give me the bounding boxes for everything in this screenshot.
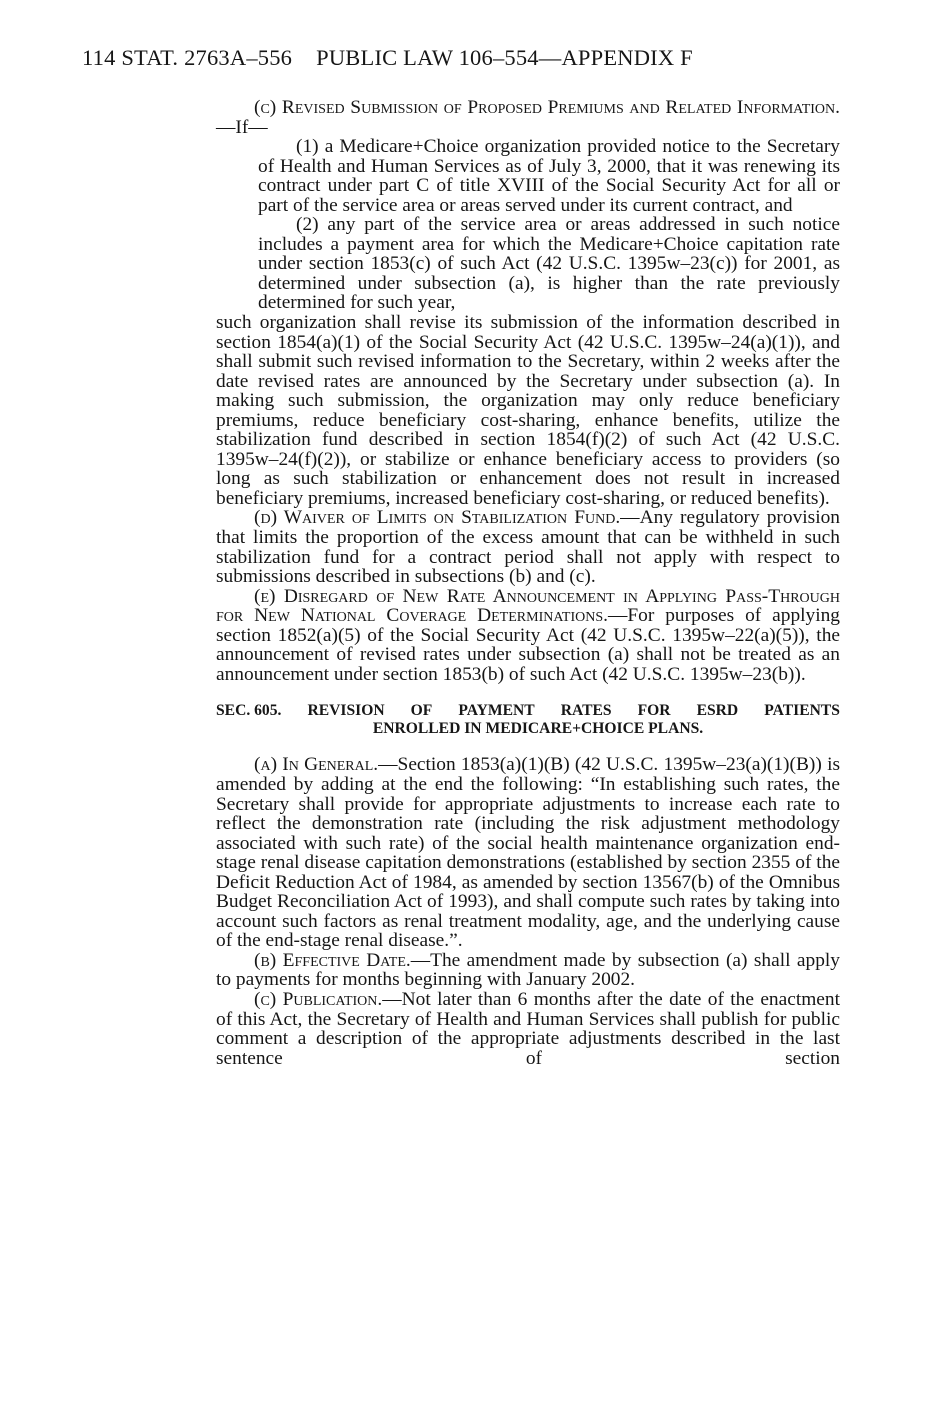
subsection-c-title: (c) Revised Submission of Proposed Premiums and Related Information.	[254, 97, 840, 118]
statute-citation: 114 STAT. 2763A–556	[82, 45, 293, 70]
subsection-c-tail: such organization shall revise its submission of the information described in section 1854(a)(1) of the Social Security Act (42 U.S.C. 1395w–24(a)(1)), and shall submit such revised information to the Secretary, within 2 weeks after the date revised rates are announced by the Secretary under subsection (a). In making such submission, the organization may only reduce beneficiary premiums, reduce beneficiary cost-sharing, enhance benefits, utilize the stabilization fund described in section 1854(f)(2) of such Act (42 U.S.C. 1395w–24(f)(2)), or stabilize or enhance beneficiary access to providers (so long as such stabilization or enhancement does not result in increased beneficiary premiums, increased beneficiary cost-sharing, or reduced benefits).	[216, 312, 840, 509]
section-word: ESRD	[696, 702, 739, 720]
section-subsection-a-text: —Section 1853(a)(1)(B) (42 U.S.C. 1395w–23(a)(1)(B)) is amended by adding at the end the following: “In establishing such rates, the Secretary shall provide for appropriate adjustments to increase each rate to reflect the demonstration rate (including the risk adjustment methodology associated with such rate) of the social health maintenance organization end-stage renal disease capitation demonstrations (established by section 2355 of the Deficit Reduction Act of 1984, as amended by section 13567(b) of the Omnibus Budget Reconciliation Act of 1993), and shall compute such rates by taking into account such factors as renal treatment modality, age, and the underlying cause of the end-stage renal disease.”.	[216, 754, 840, 952]
subsection-e-text: —For purposes of applying section 1852(a)(5) of the Social Security Act (42 U.S.C. 1395w–22(a)(5)), the announcement of revised rates under subsection (a) shall not be treated as an announcement under section 1853(b) of such Act (42 U.S.C. 1395w–23(b)).	[216, 605, 840, 685]
section-subsection-b	[216, 951, 840, 990]
section-heading-line-2: ENROLLED IN MEDICARE+CHOICE PLANS.	[372, 720, 704, 738]
section-word: RATES	[560, 702, 612, 720]
section-word: FOR	[637, 702, 671, 720]
paragraph-2: (2) any part of the service area or areas addressed in such notice includes a payment area for which the Medicare+Choice capitation rate under section 1853(c) of such Act (42 U.S.C. 1395w–23(c)) for 2001, as determined under subsection (a), is higher than the rate previously determined for such year,	[258, 214, 840, 314]
section-subsection-c-title: (c) Publication.	[254, 988, 383, 1010]
section-heading-line-1	[216, 702, 840, 720]
subsection-d-text: —Any regulatory provision that limits the proportion of the excess amount that can be withheld in such stabilization fund for a contract period shall not apply with respect to submissions described in subsections (b) and (c).	[216, 507, 840, 588]
section-subsection-b-text: —The amendment made by subsection (a) shall apply to payments for months beginning with January 2002.	[216, 949, 840, 991]
section-heading	[216, 702, 840, 738]
subsection-d	[216, 508, 840, 586]
subsection-c-heading	[216, 98, 840, 137]
running-head	[82, 45, 693, 71]
law-title: PUBLIC LAW 106–554—APPENDIX F	[316, 45, 693, 70]
subsection-e-title: (e) Disregard of New Rate Announcement in Applying Pass-Through for New National Coverage Determinations.	[216, 585, 840, 627]
section-word: PATIENTS	[764, 702, 840, 720]
section-subsection-c-text: —Not later than 6 months after the date of the enactment of this Act, the Secretary of Health and Human Services shall publish for public comment a description of the appropriate adjustments described in the last sentence of section	[216, 988, 840, 1069]
document-body	[216, 98, 840, 1068]
section-word: REVISION	[307, 702, 385, 720]
subsection-c-lead: —If—	[216, 116, 268, 138]
section-subsection-a-title: (a) In General.	[254, 754, 379, 776]
section-word: OF	[410, 702, 433, 720]
section-number: SEC. 605.	[216, 702, 282, 720]
section-subsection-c	[216, 990, 840, 1068]
subsection-d-title: (d) Waiver of Limits on Stabilization Fund.	[254, 507, 621, 529]
section-word: PAYMENT	[458, 702, 535, 720]
subsection-e	[216, 587, 840, 685]
paragraph-1: (1) a Medicare+Choice organization provided notice to the Secretary of Health and Human Services as of July 3, 2000, that it was renewing its contract under part C of title XVIII of the Social Security Act for all or part of the service area or areas served under its current contract, and	[258, 136, 840, 216]
section-subsection-a	[216, 755, 840, 950]
section-subsection-b-title: (b) Effective Date.	[254, 949, 411, 971]
